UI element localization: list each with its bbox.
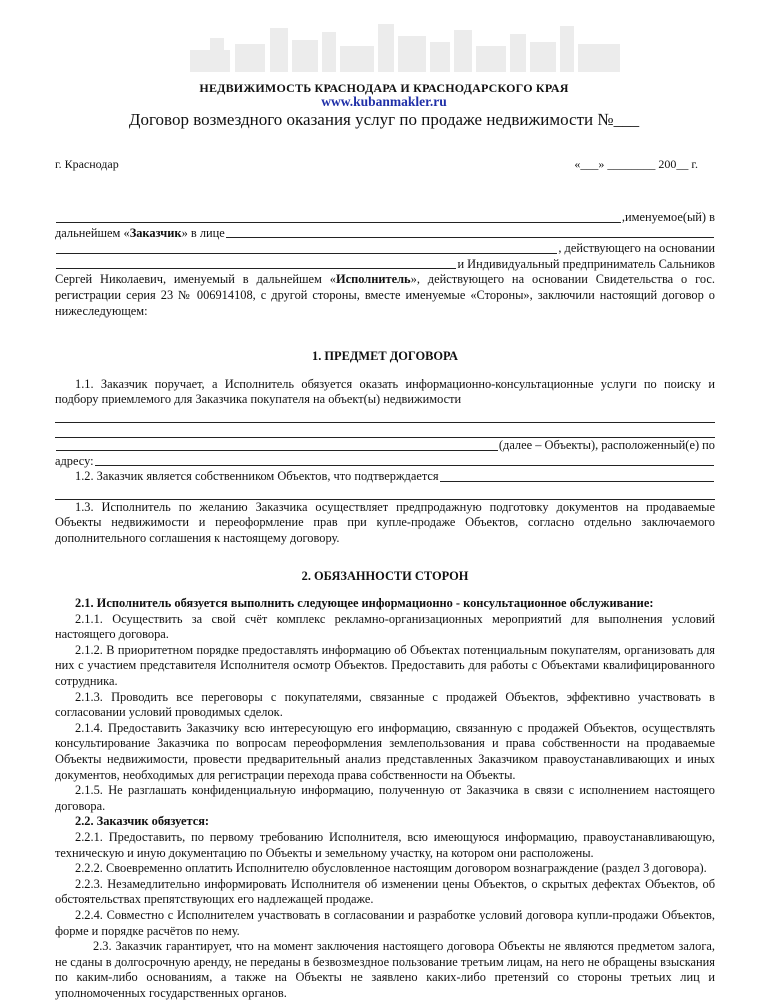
blank-line xyxy=(55,408,715,423)
preamble-text: и Индивидуальный предприниматель Сальников xyxy=(457,256,715,271)
objects-line xyxy=(55,438,715,454)
clause-2-1-3: 2.1.3. Проводить все переговоры с покупателями, связанные с продажей Объектов, эффективно участвовать в согласовании условий проводимых сделок. xyxy=(55,689,715,720)
section-1-title: 1. ПРЕДМЕТ ДОГОВОРА xyxy=(312,349,458,364)
clause-2-2-4: 2.2.4. Совместно с Исполнителем участвовать в согласовании и разработке условий договора купли-продажи Объектов, форме и порядке расчётов по нему. xyxy=(55,907,715,938)
clause-2-2-1: 2.2.1. Предоставить, по первому требованию Исполнителя, всю имеющуюся информацию, правоустанавливающую, техническую и иную документацию по Объекты и земельному участку, на котором они расположены. xyxy=(55,830,715,860)
clause-2-1-1: 2.1.1. Осуществить за свой счёт комплекс рекламно-организационных мероприятий для выполнения условий настоящего договора. xyxy=(55,611,715,642)
preamble-text: » в лице xyxy=(181,225,225,240)
city-skyline-watermark xyxy=(190,20,620,72)
blank-field xyxy=(56,211,621,223)
blank-field xyxy=(440,470,714,482)
address-label: адресу: xyxy=(55,453,94,468)
blank-field xyxy=(95,454,714,466)
clause-text: 1.2. Заказчик является собственником Объектов, что подтверждается xyxy=(75,469,439,484)
clause-2-3: 2.3. Заказчик гарантирует, что на момент заключения настоящего договора Объекты не являются предметом залога, не сданы в долгосрочную аренду, не переданы в безвозмездное пользование третьим лицам, на него не обращены взыскания по каким-либо основаниям, а также на Объекты не заявлено каких-либо претензий со стороны третьих лиц и уполномоченных государственных органов. xyxy=(55,939,715,1000)
blank-field xyxy=(56,257,456,269)
preamble-text: Сергей Николаевич, именуемый в дальнейшем « xyxy=(55,272,336,287)
preamble-text: , действующего на основании xyxy=(558,241,715,256)
clause-2-2-2: 2.2.2. Своевременно оплатить Исполнителю обусловленное настоящим договором вознаграждение (раздел 3 договора). xyxy=(75,861,707,876)
preamble-text: ,именуемое(ый) в xyxy=(621,210,715,224)
preamble-text: дальнейшем « xyxy=(55,225,130,240)
agency-name: НЕДВИЖИМОСТЬ КРАСНОДАРА И КРАСНОДАРСКОГО КРАЯ xyxy=(199,81,569,95)
preamble-paragraph xyxy=(55,272,715,319)
clause-2-2-heading: 2.2. Заказчик обязуется: xyxy=(75,814,210,829)
blank-line xyxy=(55,485,715,500)
preamble-line-2 xyxy=(55,226,715,242)
contract-date: «___» ________ 200__ г. xyxy=(574,157,698,171)
preamble-line-3 xyxy=(55,241,715,257)
clause-1-2 xyxy=(55,469,715,485)
clause-2-1-4: 2.1.4. Предоставить Заказчику всю интересующую его информацию, связанную с продажей Объектов, осуществлять консультирование Заказчика по вопросам переоформления землепользования и права собственности на продаваемые Объекты недвижимости, провести предварительный анализ представленных Заказчиком правоустанавливающих и иных документов, необходимых для регистрации перехода права собственности на Объекты. xyxy=(55,720,715,782)
website-link[interactable]: www.kubanmakler.ru xyxy=(321,94,447,109)
document-title: Договор возмездного оказания услуг по продаже недвижимости №___ xyxy=(128,110,640,129)
contract-place: г. Краснодар xyxy=(55,157,119,171)
clause-2-1-heading: 2.1. Исполнитель обязуется выполнить следующее информационно - консультационное обслуживание: xyxy=(75,596,654,611)
preamble-line-1 xyxy=(55,210,715,226)
clause-2-1-5: 2.1.5. Не разглашать конфиденциальную информацию, полученную от Заказчика в связи с исполнением настоящего договора. xyxy=(55,783,715,813)
contract-body xyxy=(55,210,715,1002)
preamble-text: », действующего на основании Свидетельства о гос. регистрации серия 23 № 006914108, с другой стороны, вместе именуемые «Стороны», заключили настоящий договор о нижеследующем: xyxy=(55,272,716,318)
clause-2-1-2: 2.1.2. В приоритетном порядке предоставлять информацию об Объектах потенциальным покупателям, организовать для них с участием представителя Исполнителя осмотр Объектов. Предоставить для работы с Объектами квалифицированного сотрудника. xyxy=(55,642,715,689)
blank-field xyxy=(226,226,714,238)
preamble-line-4 xyxy=(55,257,715,273)
blank-line xyxy=(55,423,715,438)
clause-text: (далее – Объекты), расположенный(е) по xyxy=(498,437,715,452)
customer-term: Заказчик xyxy=(129,225,182,240)
section-2-title: 2. ОБЯЗАННОСТИ СТОРОН xyxy=(301,568,469,583)
contractor-term: Исполнитель xyxy=(335,272,411,287)
clause-1-3: 1.3. Исполнитель по желанию Заказчика осуществляет предпродажную подготовку документов на продаваемые Объекты недвижимости и переоформление прав при купле-продаже Объектов, согласно отдельно заключаемого дополнительного соглашения к настоящему договору. xyxy=(55,499,715,545)
clause-1-1: 1.1. Заказчик поручает, а Исполнитель обязуется оказать информационно-консультационные услуги по поиску и подбору приемлемого для Заказчика покупателя на объект(ы) недвижимости xyxy=(55,376,715,407)
address-line xyxy=(55,454,715,470)
clause-2-2-3: 2.2.3. Незамедлительно информировать Исполнителя об изменении цены Объектов, о скрытых дефектах Объектов, об обстоятельствах препятствующих его надлежащей продаже. xyxy=(55,876,715,907)
blank-field xyxy=(56,242,557,254)
blank-field xyxy=(56,439,498,451)
